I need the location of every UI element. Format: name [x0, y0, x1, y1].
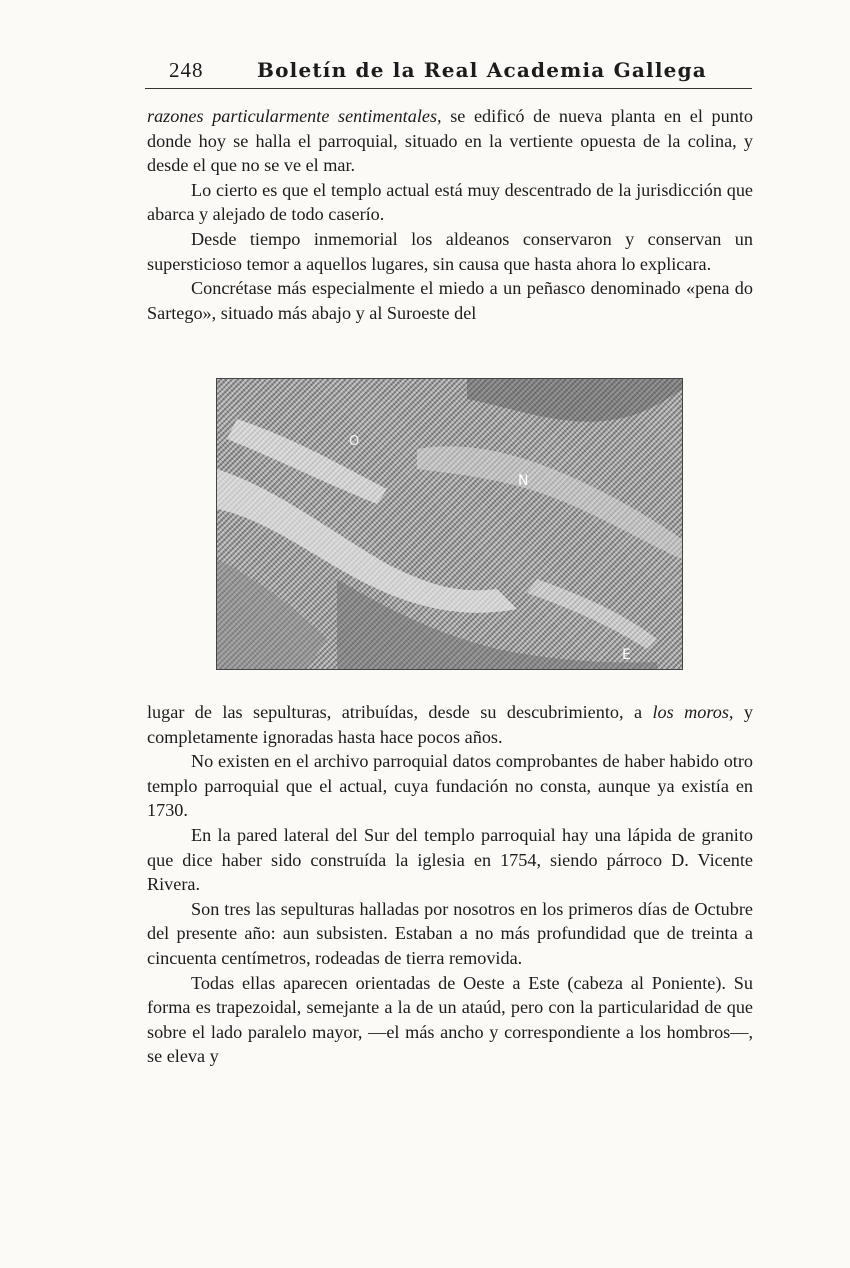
italic-phrase: los moros, [652, 702, 734, 722]
photo-texture [217, 379, 682, 669]
paragraph-1 [147, 104, 753, 178]
paragraph-5-end: y completamente ignoradas hasta hace pocos años. [147, 702, 753, 747]
paragraph-9: Todas ellas aparecen orientadas de Oeste a Este (cabeza al Poniente). Su forma es trapezoidal, semejante a la de un ataúd, pero con la particularidad de que sobre el lado paralelo mayor, —el más ancho y correspondiente a los hombros—, se eleva y [147, 972, 753, 1067]
paragraph-5-start: lugar de las sepulturas, atribuídas, desde su descubrimiento, a [147, 702, 653, 722]
figure-marker-o: O [349, 434, 360, 449]
paragraph-1-text: se edificó de nueva planta en el punto donde hoy se halla el parroquial, situado en la vertiente opuesta de la colina, y desde el que no se ve el mar. [147, 106, 753, 176]
text-block-top [147, 104, 753, 325]
figure-label-e: E [622, 647, 631, 663]
page-header [145, 58, 752, 89]
paragraph-4: Concrétase más especialmente el miedo a un peñasco denominado «pena do Sartego», situado más abajo y al Suroeste del [147, 278, 753, 323]
text-block-bottom [147, 700, 753, 1069]
site-photograph [216, 378, 683, 670]
figure-label-n: N [518, 473, 529, 489]
paragraph-3: Desde tiempo inmemorial los aldeanos conservaron y conservan un supersticioso temor a aquellos lugares, sin causa que hasta ahora lo explicara. [147, 228, 753, 274]
running-title: Boletín de la Real Academia Gallega [257, 58, 707, 82]
paragraph-2: Lo cierto es que el templo actual está muy descentrado de la jurisdicción que abarca y alejado de todo caserío. [147, 179, 753, 225]
paragraph-5 [147, 700, 753, 749]
italic-phrase: razones particularmente sentimentales, [147, 106, 442, 126]
paragraph-7: En la pared lateral del Sur del templo parroquial hay una lápida de granito que dice haber sido construída la iglesia en 1754, siendo párroco D. Vicente Rivera. [147, 824, 753, 895]
paragraph-8: Son tres las sepulturas halladas por nosotros en los primeros días de Octubre del presente año: aun subsisten. Estaban a no más profundidad que de treinta a cincuenta centímetros, rodeadas de tierra removida. [147, 898, 753, 968]
paragraph-6: No existen en el archivo parroquial datos comprobantes de haber habido otro templo parroquial que el actual, cuya fundación no consta, aunque ya existía en 1730. [147, 751, 753, 821]
page-number: 248 [169, 58, 204, 82]
